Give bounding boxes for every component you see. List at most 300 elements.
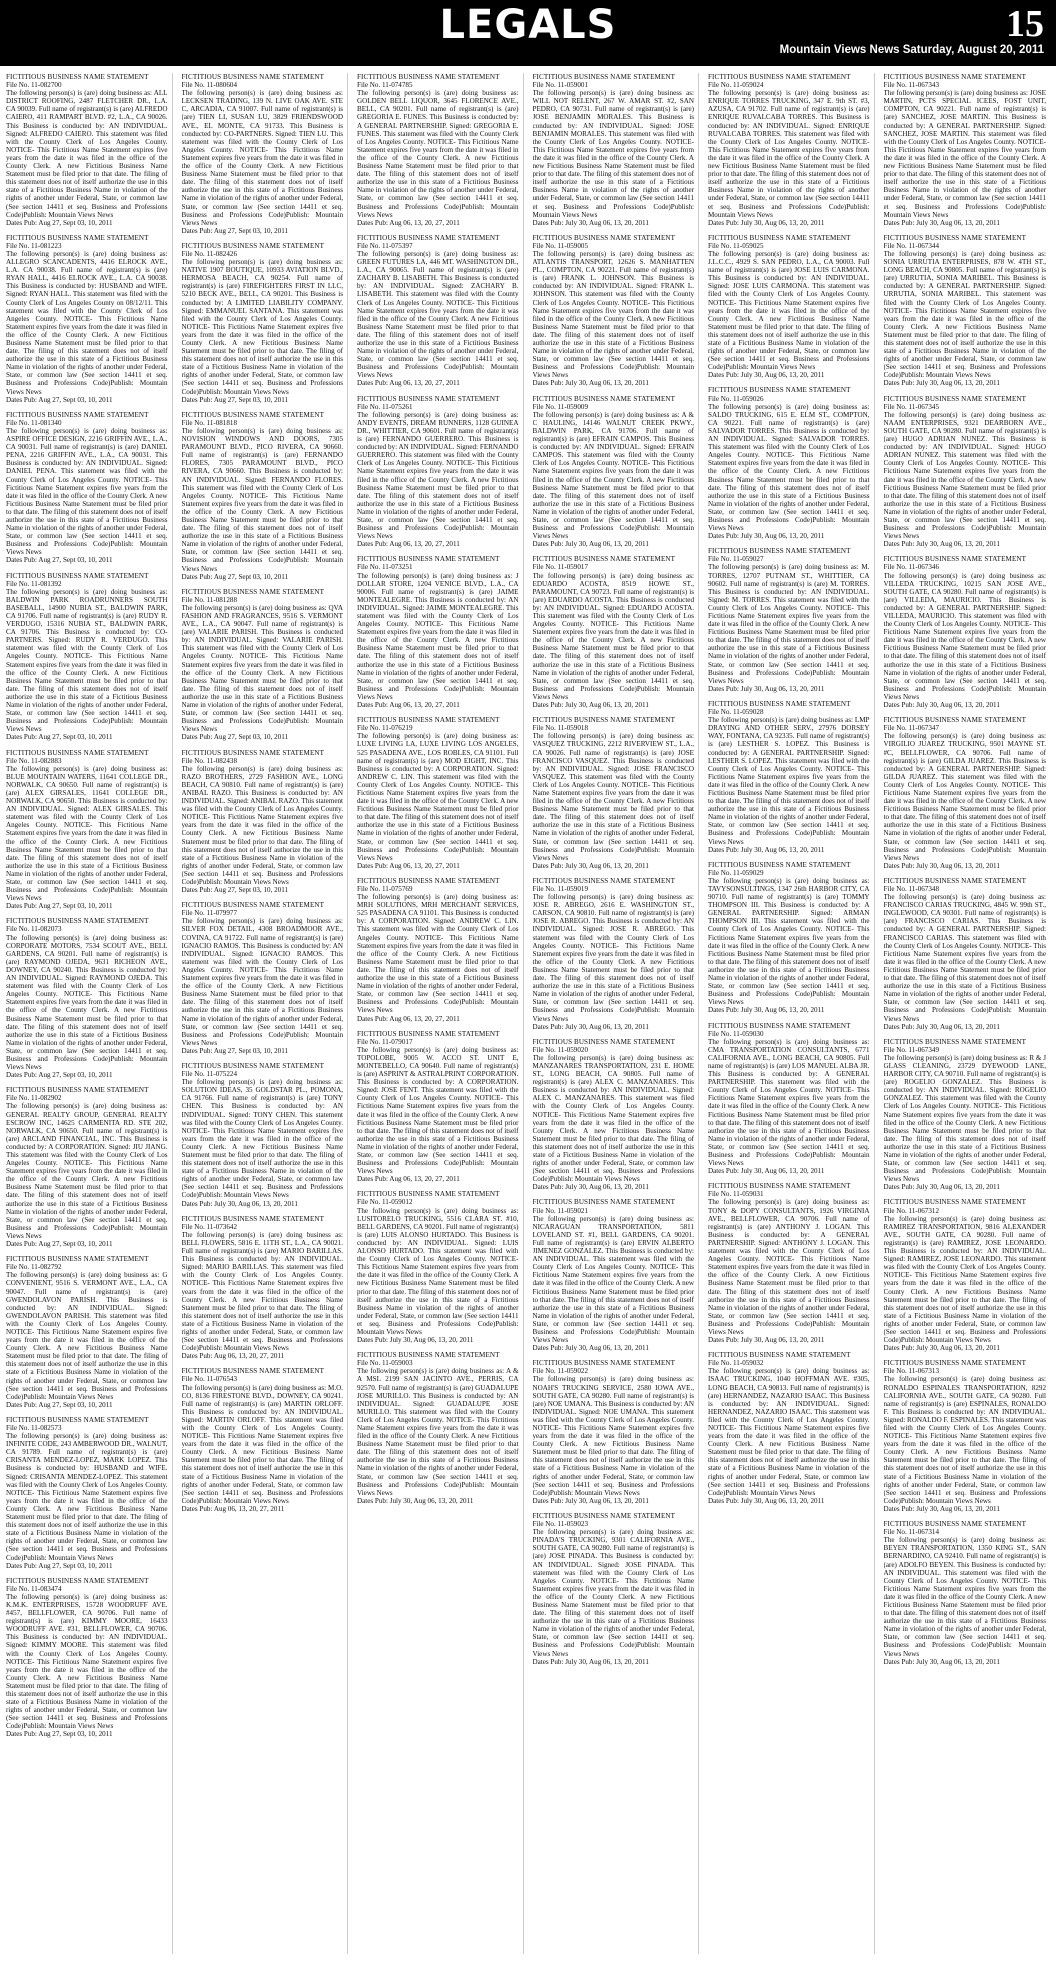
notice-boilerplate: This statement was filed with the County Clerk of Los Angeles County. NOTICE- This Fictitious Name Statement expires five years from the date it was filed in the office of the County Clerk. A new Fictitious Business Name Statement must be filed prior to that date. The filing of this statement does not of itself authorize the use in this state of a Fictitious Business Name in violation of the rights of another under Federal, State, or common law (See section 14411 et seq. Business and Professions Code)Publish: Mountain Views News (6, 1641, 168, 1731)
notice-body: The following person(s) is (are) doing business as: WILL NOT RELENT, 267 W. AMAR ST. #2, SAN PEDRO, CA 90731. Full name of registrant(s) is (are) JOSE BENJAMIN MORALES. This Business is conducted by: AN INDIVIDUAL. Signed: JOSE BENJAMIN MORALES. (532, 89, 694, 138)
notice-body: The following person(s) is (are) doing business as: A & C HAULING, 14146 WALNUT CREEK PKWY., BALDWIN PARK, CA 91706. Full name of registrant(s) is (are) EFRAIN CAMPOS. This Business is conducted by: AN INDIVIDUAL. Signed: EFRAIN CAMPOS. (532, 410, 694, 460)
notice-file-number: File No. 11-079977 (181, 909, 237, 918)
notice-heading: FICTITIOUS BUSINESS NAME STATEMENT (357, 233, 500, 242)
notice-heading: FICTITIOUS BUSINESS NAME STATEMENT (181, 587, 325, 596)
notice-boilerplate: This statement was filed with the County Clerk of Los Angeles County. NOTICE- This Fictitious Name Statement expires five years from the date it was filed in the office of the County Clerk. A new Fictitious Business Name Statement must be filed prior to that date. The filing of this statement does not of itself authorize the use in this state of a Fictitious Business Name in violation of the rights of another under Federal, State, or common law (See section 14411 et seq. Business and Professions Code)Publish: Mountain Views News (708, 917, 870, 1007)
legal-notice (6, 1086, 168, 1248)
legal-notice (357, 555, 519, 709)
legal-notice (357, 234, 519, 388)
notice-heading: FICTITIOUS BUSINESS NAME STATEMENT (532, 1037, 676, 1046)
notice-boilerplate: This statement was filed with the County Clerk of Los Angeles County. NOTICE- This Fictitious Name Statement expires five years from the date it was filed in the office of the County Clerk. A new Fictitious Business Name Statement must be filed prior to that date. The filing of this statement does not of itself authorize the use in this state of a Fictitious Business Name in violation of the rights of another under Federal, State, or common law (See section 14411 et seq. Business and Professions Code)Publish: Mountain Views News (6, 636, 168, 734)
notice-boilerplate: This statement was filed with the County Clerk of Los Angeles County. NOTICE- This Fictitious Name Statement expires five years from the date it was filed in the office of the County Clerk. A new Fictitious Business Name Statement must be filed prior to that date. The filing of this statement does not of itself authorize the use in this state of a Fictitious Business Name in violation of the rights of another under Federal, State, or common law (See section 14411 et seq. Business and Professions Code)Publish: Mountain Views News (708, 129, 870, 219)
notice-body: The following person(s) is (are) doing business as: A & A MSL 2199 SAN JACINTO AVE., PERRIS, CA 92570. Full name of registrant(s) is (are) GUADALUPE JOSE MURILLO. This Business is conducted by: AN INDIVIDUAL. Signed: GUADALUPE JOSE MURILLO. (357, 1367, 519, 1416)
notice-file-number: File No. 11-059030 (708, 1029, 764, 1038)
legal-notice (357, 1190, 519, 1344)
notice-publish-dates: Dates Pub: July 30, Aug 06, 13, 20, 2011 (883, 540, 1000, 549)
notice-body: The following person(s) is (are) doing business as: K.M.K. ENTERPRISES, 15728 WOODRUFF AVE. #457, BELLFLOWER, CA 90706. Full name of registrant(s) is (are) KIMMY MOORE, 16433 WOODRUFF AVE. #31, BELLFLOWER, CA 90706. This Business is conducted by: AN INDIVIDUAL. Signed: KIMMY MOORE. (6, 1592, 168, 1650)
notice-publish-dates: Dates Pub: Aug 06, 13, 20, 27, 2011 (357, 1175, 460, 1184)
notice-heading: FICTITIOUS BUSINESS NAME STATEMENT (357, 73, 500, 81)
notice-boilerplate: This statement was filed with the County Clerk of Los Angeles County. NOTICE- This Fictitious Name Statement expires five years from the date it was filed in the office of the County Clerk. A new Fictitious Business Name Statement must be filed prior to that date. The filing of this statement does not of itself authorize the use in this state of a Fictitious Business Name in violation of the rights of another under Federal, State, or common law (See section 14411 et seq. Business and Professions Code)Publish: Mountain Views News (357, 603, 519, 701)
notice-body: The following person(s) is (are) doing business as: TAVYSONSULTINGS, 1347 26th HARBOR CITY, CA 90710. Full name of registrant(s) is (are) TOMMY THOMPSON III. This Business is conducted by: A GENERAL PARTNERSHIP. Signed: ARMAN THOMPSON III. (708, 876, 870, 926)
notice-publish-dates: Dates Pub: July 30, Aug 06, 13, 20, 2011 (708, 684, 825, 693)
legal-notice (182, 411, 344, 581)
legal-notice (182, 749, 344, 895)
notice-boilerplate: This statement was filed with the County Clerk of Los Angeles County. NOTICE- This Fictitious Name Statement expires five years from the date it was filed in the office of the County Clerk. A new Fictitious Business Name Statement must be filed prior to that date. The filing of this statement does not of itself authorize the use in this state of a Fictitious Business Name in violation of the rights of another under Federal, State, or common law (See section 14411 et seq. Business and Professions Code)Publish: Mountain Views News (708, 756, 870, 846)
notice-boilerplate: This statement was filed with the County Clerk of Los Angeles County. NOTICE- This Fictitious Name Statement expires five years from the date it was filed in the office of the County Clerk. A new Fictitious Business Name Statement must be filed prior to that date. The filing of this statement does not of itself authorize the use in this state of a Fictitious Business Name in violation of the rights of another under Federal, State, or common law (See section 14411 et seq. Business and Professions Code)Publish: Mountain Views News (357, 129, 519, 219)
notice-heading: FICTITIOUS BUSINESS NAME STATEMENT (181, 241, 325, 250)
legal-notice (884, 73, 1047, 227)
notice-body: The following person(s) is (are) doing business as: CMA TRANSPORTATION CONSULTANTS, 6771 CALIFORNIA AVE., LONG BEACH, CA 90805. Full name of registrant(s) is (are) LOS MANUEL ALBA JR. This Business is conducted by: A GENERAL PARTNERSHIP. (708, 1037, 870, 1087)
notice-boilerplate: This statement was filed with the County Clerk of Los Angeles County. NOTICE- This Fictitious Name Statement expires five years from the date it was filed in the office of the County Clerk. A new Fictitious Business Name Statement must be filed prior to that date. The filing of this statement does not of itself authorize the use in this state of a Fictitious Business Name in violation of the rights of another under Federal, State, or common law (See section 14411 et seq. Business and Professions Code)Publish: Mountain Views News (357, 772, 519, 862)
legal-notice (533, 1512, 695, 1666)
notice-boilerplate: This statement was filed with the County Clerk of Los Angeles County. NOTICE- This Fictitious Name Statement expires five years from the date it was filed in the office of the County Clerk. A new Fictitious Business Name Statement must be filed prior to that date. The filing of this statement does not of itself authorize the use in this state of a Fictitious Business Name in violation of the rights of another under Federal, State, or common law (See section 14411 et seq. Business and Professions Code)Publish: Mountain Views News (532, 1094, 694, 1184)
notice-column (708, 73, 875, 1954)
legal-notice (6, 1255, 168, 1409)
notice-publish-dates: Dates Pub: Aug 06, 13, 20, 27, 2011 (357, 218, 460, 227)
notice-column (182, 73, 349, 1954)
notice-heading: FICTITIOUS BUSINESS NAME STATEMENT (708, 699, 851, 708)
notice-file-number: File No. 11-067349 (883, 1045, 939, 1054)
notice-heading: FICTITIOUS BUSINESS NAME STATEMENT (883, 1198, 1027, 1207)
notice-heading: FICTITIOUS BUSINESS NAME STATEMENT (708, 1182, 851, 1191)
notice-publish-dates: Dates Pub: Aug 27, Sept 03, 10, 2011 (6, 1071, 113, 1080)
notice-publish-dates: Dates Pub: Aug 27, Sept 03, 10, 2011 (181, 226, 289, 235)
section-title: LEGALS (439, 2, 617, 48)
notice-file-number: File No. 11-083474 (6, 1584, 62, 1593)
notice-file-number: File No. 11-059026 (708, 394, 764, 403)
notice-boilerplate: This statement was filed with the County Clerk of Los Angeles County. NOTICE- This Fictitious Name Statement expires five years from the date it was filed in the office of the County Clerk. A new Fictitious Business Name Statement must be filed prior to that date. The filing of this statement does not of itself authorize the use in this state of a Fictitious Business Name in violation of the rights of another under Federal, State, or common law (See section 14411 et seq. Business and Professions Code)Publish: Mountain Views News (6, 1311, 168, 1401)
notice-body: The following person(s) is (are) doing business as: LECKSEN TRADING, 139 N. LIVE OAK AVE. STE C, ARCADIA, CA 91007. Full name of registrant(s) is (are) TIEN LI, SUSAN LU, 3829 FRIENDSWOOD AVE., EL MONTE, CA 91733. This Business is conducted by: CO-PARTNERS. Signed: TIEN LU. (181, 89, 343, 138)
legal-notice (533, 73, 695, 227)
notice-publish-dates: Dates Pub: Aug 06, 13, 20, 27, 2011 (357, 379, 460, 388)
notice-boilerplate: This statement was filed with the County Clerk of Los Angeles County. NOTICE- This Fictitious Name Statement expires five years from the date it was filed in the office of the County Clerk. A new Fictitious Business Name Statement must be filed prior to that date. The filing of this statement does not of itself authorize the use in this state of a Fictitious Business Name in violation of the rights of another under Federal, State, or common law (See section 14411 et seq. Business and Professions Code)Publish: Mountain Views News (708, 1407, 870, 1497)
notice-publish-dates: Dates Pub: Aug 27, Sept 03, 10, 2011 (6, 1730, 113, 1739)
notice-body: The following person(s) is (are) doing business as: G CONVENIENT, 9516 S. VERMONT AVE., L.A., CA 90047. Full name of registrant(s) is (are) GWENDOLAVON PARISH. This Business is conducted by: AN INDIVIDUAL. Signed: GWENDOLAVON PARISH. (6, 1271, 168, 1320)
notice-file-number: File No. 11-059032 (708, 1359, 764, 1368)
notice-body: The following person(s) is (are) doing business as: ENRIQUE TORRES TRUCKING, 347 E. 9th ST. #3, AZUSA, CA 91702. Full name of registrant(s) is (are) ENRIQUE RUVALCABA TORRES. This Business is conducted by: AN INDIVIDUAL. Signed: ENRIQUE RUVALCABA TORRES. (708, 89, 870, 138)
notice-publish-dates: Dates Pub: Aug 27, Sept 03, 10, 2011 (181, 733, 289, 742)
notice-file-number: File No. 11-074785 (357, 81, 413, 90)
legal-notice (884, 877, 1047, 1031)
notice-boilerplate: This statement was filed with the County Clerk of Los Angeles County. NOTICE- This Fictitious Name Statement expires five years from the date it was filed in the office of the County Clerk. A new Fictitious Business Name Statement must be filed prior to that date. The filing of this statement does not of itself authorize the use in this state of a Fictitious Business Name in violation of the rights of another under Federal, State, or common law (See section 14411 et seq. Business and Professions Code)Publish: Mountain Views News (181, 306, 343, 396)
notice-boilerplate: This statement was filed with the County Clerk of Los Angeles County. NOTICE- This Fictitious Name Statement expires five years from the date it was filed in the office of the County Clerk. A new Fictitious Business Name Statement must be filed prior to that date. The filing of this statement does not of itself authorize the use in this state of a Fictitious Business Name in violation of the rights of another under Federal, State, or common law (See section 14411 et seq. Business and Professions Code)Publish: Mountain Views News (6, 974, 168, 1072)
notice-publish-dates: Dates Pub: Aug 27, Sept 03, 10, 2011 (181, 572, 289, 581)
notice-file-number: File No. 11-081223 (6, 241, 62, 250)
notice-publish-dates: Dates Pub: Aug 06, 13, 20, 27, 2011 (357, 861, 460, 870)
notice-column (533, 73, 700, 1954)
notice-publish-dates: Dates Pub: July 30, Aug 06, 13, 20, 2011 (708, 845, 825, 854)
notice-heading: FICTITIOUS BUSINESS NAME STATEMENT (883, 1520, 1027, 1529)
notice-file-number: File No. 11-082426 (181, 249, 237, 258)
notice-file-number: File No. 11-059029 (708, 868, 764, 877)
legal-notice (884, 1038, 1047, 1192)
notice-body: The following person(s) is (are) doing business as: TONY & DOPY CONSULTANTS, 1926 VIRGINIA AVE., BELLFLOWER, CA 90706. Full name of registrant(s) is (are) ANTHONY J. LOGAN. This Business is conducted by: A GENERAL PARTNERSHIP. Signed: ANTHONY J. LOGAN. (708, 1198, 870, 1247)
notice-body: The following person(s) is (are) doing business as: LUXE LIVING LA, LUXE LIVING LOS ANGELES, 525 PASADENA AVE., LOS ROBLES, CA 91101. Full name of registrant(s) is (are) MOD EIGHT, INC. This Business is conducted by: A CORPORATION. Signed: ANDREW C. LIN. (357, 732, 519, 781)
notice-publish-dates: Dates Pub: July 30, Aug 06, 13, 20, 2011 (532, 861, 649, 870)
notice-body: The following person(s) is (are) doing business as: ATLANTIS TRANSPORT, 12626 S. MANHATTEN PL., COMPTON, CA 90221. Full name of registrant(s) is (are) FRANK L. JOHNSON. This Business is conducted by: AN INDIVIDUAL. Signed: FRANK L. JOHNSON. (532, 249, 694, 299)
notice-file-number: File No. 11-067348 (883, 885, 939, 893)
notice-file-number: File No. 11-082902 (6, 1094, 62, 1103)
notice-file-number: File No. 11-075397 (357, 241, 413, 250)
notice-publish-dates: Dates Pub: July 30, Aug 06, 13, 20, 2011 (708, 1006, 825, 1015)
notice-heading: FICTITIOUS BUSINESS NAME STATEMENT (357, 1029, 500, 1038)
notice-body: The following person(s) is (are) doing business as: M.O. CO, 8136 FIRESTONE BLVD., DOWNEY, CA 90241. Full name of registrant(s) is (are) MARTIN ORLOFF. This Business is conducted by: AN INDIVIDUAL. Signed: MARTIN ORLOFF. (181, 1383, 343, 1424)
notice-body: The following person(s) is (are) doing business as: BELL FLOWERS, 5816 E. 11TH ST., L.A., CA 90021. Full name of registrant(s) is (are) MARIO BARILLAS. This Business is conducted by: AN INDIVIDUAL. Signed: MARIO BARILLAS. (181, 1230, 343, 1272)
legal-notice (533, 877, 695, 1031)
notice-heading: FICTITIOUS BUSINESS NAME STATEMENT (532, 1198, 676, 1207)
notice-boilerplate: This statement was filed with the County Clerk of Los Angeles County. NOTICE- This Fictitious Name Statement expires five years from the date it was filed in the office of the County Clerk. A new Fictitious Business Name Statement must be filed prior to that date. The filing of this statement does not of itself authorize the use in this state of a Fictitious Business Name in violation of the rights of another under Federal, State, or common law (See section 14411 et seq. Business and Professions Code)Publish: Mountain Views News (357, 451, 519, 541)
legal-notice (6, 234, 168, 404)
notice-file-number: File No. 11-059027 (708, 555, 764, 564)
notice-file-number: File No. 11-059019 (532, 885, 588, 893)
notice-boilerplate: This statement was filed with the County Clerk of Los Angeles County. NOTICE- This Fictitious Name Statement expires five years from the date it was filed in the office of the County Clerk. A new Fictitious Business Name Statement must be filed prior to that date. The filing of this statement does not of itself authorize the use in this state of a Fictitious Business Name in violation of the rights of another under Federal, State, or common law (See section 14411 et seq. Business and Professions Code)Publish: Mountain Views News (181, 797, 343, 886)
legal-notice (6, 73, 168, 227)
notice-publish-dates: Dates Pub: Aug 06, 13, 20, 27, 2011 (181, 1352, 285, 1361)
notice-publish-dates: Dates Pub: July 30, Aug 06, 13, 20, 2011 (883, 379, 1000, 388)
notice-body: The following person(s) is (are) doing business as: EDUARDO ACOSTA, 8519 HOWE ST., PARAMOUNT, CA 90723. Full name of registrant(s) is (are) EDUARDO ACOSTA. This Business is conducted by: AN INDIVIDUAL. Signed: EDUARDO ACOSTA. (532, 571, 694, 612)
legal-notice (884, 555, 1047, 709)
notice-publish-dates: Dates Pub: July 30, Aug 06, 13, 20, 2011 (883, 1657, 1000, 1666)
notice-boilerplate: This statement was filed with the County Clerk of Los Angeles County. NOTICE- This Fictitious Name Statement expires five years from the date it was filed in the office of the County Clerk. A new Fictitious Business Name Statement must be filed prior to that date. The filing of this statement does not of itself authorize the use in this state of a Fictitious Business Name in violation of the rights of another under Federal, State, or common law (See section 14411 et seq. Business and Professions Code)Publish: Mountain Views News (6, 805, 168, 903)
notice-file-number: File No. 11-080604 (181, 81, 237, 90)
notice-heading: FICTITIOUS BUSINESS NAME STATEMENT (6, 571, 149, 580)
notice-file-number: File No. 11-082438 (181, 756, 237, 765)
legal-notice (182, 1367, 344, 1513)
notice-publish-dates: Dates Pub: Aug 27, Sept 03, 10, 2011 (181, 886, 289, 895)
notice-file-number: File No. 11-082073 (6, 925, 62, 934)
notice-file-number: File No. 11-067344 (883, 241, 939, 250)
notice-publish-dates: Dates Pub: July 30, Aug 06, 13, 20, 2011 (708, 371, 825, 380)
notice-boilerplate: This statement was filed with the County Clerk of Los Angeles County. NOTICE- This Fictitious Name Statement expires five years from the date it was filed in the office of the County Clerk. A new Fictitious Business Name Statement must be filed prior to that date. The filing of this statement does not of itself authorize the use in this state of a Fictitious Business Name in violation of the rights of another under Federal, State, or common law (See section 14411 et seq. Business and Professions Code)Publish: Mountain Views News (181, 129, 343, 227)
notice-publish-dates: Dates Pub: July 30, Aug 06, 13, 20, 2011 (883, 701, 1000, 710)
notice-publish-dates: Dates Pub: Aug 06, 13, 20, 27, 2011 (357, 540, 460, 549)
notice-file-number: File No. 11-081818 (181, 418, 237, 427)
legal-notice (182, 901, 344, 1055)
notice-heading: FICTITIOUS BUSINESS NAME STATEMENT (357, 1190, 500, 1199)
notice-body: The following person(s) is (are) doing business as: BLUE MOUNTAIN WATERS, 11641 COLLEGE DR., NORWALK, CA 90650. Full name of registrant(s) is (are) ALEX GIRSALES, 11641 COLLEGE DR., NORWALK, CA 90650. This Business is conducted by: AN INDIVIDUAL. Signed: ALEX GIRSALES. (6, 764, 168, 814)
notice-heading: FICTITIOUS BUSINESS NAME STATEMENT (883, 1359, 1027, 1368)
notice-publish-dates: Dates Pub: July 30, Aug 06, 13, 20, 2011 (532, 1183, 649, 1192)
notice-boilerplate: This statement was filed with the County Clerk of Los Angeles County. NOTICE- This Fictitious Name Statement expires five years from the date it was filed in the office of the County Clerk. A new Fictitious Business Name Statement must be filed prior to that date. The filing of this statement does not of itself authorize the use in this state of a Fictitious Business Name in violation of the rights of another under Federal, State, or common law (See section 14411 et seq. Business and Professions Code)Publish: Mountain Views News (6, 1472, 168, 1562)
notice-boilerplate: This statement was filed with the County Clerk of Los Angeles County. NOTICE- This Fictitious Name Statement expires five years from the date it was filed in the office of the County Clerk. A new Fictitious Business Name Statement must be filed prior to that date. The filing of this statement does not of itself authorize the use in this state of a Fictitious Business Name in violation of the rights of another under Federal, State, or common law (See section 14411 et seq. Business and Professions Code)Publish: Mountain Views News (357, 290, 519, 380)
notice-boilerplate: This statement was filed with the County Clerk of Los Angeles County. NOTICE- This Fictitious Name Statement expires five years from the date it was filed in the office of the County Clerk. A new Fictitious Business Name Statement must be filed prior to that date. The filing of this statement does not of itself authorize the use in this state of a Fictitious Business Name in violation of the rights of another under Federal, State, or common law (See section 14411 et seq. Business and Professions Code)Publish: Mountain Views News (6, 129, 168, 219)
notice-heading: FICTITIOUS BUSINESS NAME STATEMENT (181, 1367, 325, 1376)
notice-body: The following person(s) is (are) doing business as: ALLEGRO SCANCADENTS, 4416 ELROCK AVE., L.A. CA 90038. Full name of registrant(s) is (are) RYAN HALL, 4416 ELROCK AVE., L.A. CA 90038. This Business is conducted by: HUSBAND and WIFE. Signed: RYAN HALL. This statement was filed with the County Clerk of Los Angeles County on 08/12/11. (6, 249, 168, 307)
notice-file-number: File No. 11-073642 (181, 1222, 237, 1231)
notice-publish-dates: Dates Pub: Aug 27, Sept 03, 10, 2011 (6, 218, 113, 227)
notice-heading: FICTITIOUS BUSINESS NAME STATEMENT (532, 1511, 676, 1520)
notice-boilerplate: This statement was filed with the County Clerk of Los Angeles County. NOTICE- This Fictitious Name Statement expires five years from the date it was filed in the office of the County Clerk. A new Fictitious Business Name Statement must be filed prior to that date. The filing of this statement does not of itself authorize the use in this state of a Fictitious Business Name in violation of the rights of another under Federal, State, or common law (See section 14411 et seq. Business and Professions Code)Publish: Mountain Views News (181, 949, 343, 1047)
notice-boilerplate: This statement was filed with the County Clerk of Los Angeles County. NOTICE- This Fictitious Name Statement expires five years from the date it was filed in the office of the County Clerk. A new Fictitious Business Name Statement must be filed prior to that date. The filing of this statement does not of itself authorize the use in this state of a Fictitious Business Name in violation of the rights of another under Federal, State, or common law (See section 14411 et seq. Business and Professions Code)Publish: Mountain Views News (883, 451, 1046, 541)
notice-boilerplate: This statement was filed with the County Clerk of Los Angeles County. NOTICE- This Fictitious Name Statement expires five years from the date it was filed in the office of the County Clerk. A new Fictitious Business Name Statement must be filed prior to that date. The filing of this statement does not of itself authorize the use in this state of a Fictitious Business Name in violation of the rights of another under Federal, State, or common law (See section 14411 et seq. Business and Professions Code)Publish: Mountain Views News (357, 1086, 519, 1176)
notice-file-number: File No. 11-059025 (708, 241, 764, 250)
notice-publish-dates: Dates Pub: July 30, Aug 06, 13, 20, 2011 (708, 1496, 825, 1505)
notice-boilerplate: This statement was filed with the County Clerk of Los Angeles County. NOTICE- This Fictitious Name Statement expires five years from the date it was filed in the office of the County Clerk. A new Fictitious Business Name Statement must be filed prior to that date. The filing of this statement does not of itself authorize the use in this state of a Fictitious Business Name in violation of the rights of another under Federal, State, or common law (See section 14411 et seq. Business and Professions Code)Publish: Mountain Views News (708, 1078, 870, 1168)
notice-publish-dates: Dates Pub: Aug 27, Sept 03, 10, 2011 (6, 1400, 113, 1409)
notice-body: The following person(s) is (are) doing business as: RAZO BROTHERS, 2729 FASHION AVE., LONG BEACH, CA 90810. Full name of registrant(s) is (are) ANIBAL RAZO. This Business is conducted by: AN INDIVIDUAL. Signed: ANIBAL RAZO. (181, 764, 343, 806)
notice-publish-dates: Dates Pub: July 30, Aug 06, 13, 20, 2011 (883, 1022, 1000, 1031)
notice-publish-dates: Dates Pub: Aug 27, Sept 03, 10, 2011 (6, 1561, 113, 1570)
notice-publish-dates: Dates Pub: July 30, Aug 06, 13, 20, 2011 (883, 861, 1000, 870)
notice-body: The following person(s) is (are) doing business as: MANZANARES TRANSPORTATION, 231 E. HOME ST., LONG BEACH, CA 90805. Full name of registrant(s) is (are) ALEX C. MANZANARES. This Business is conducted by: AN INDIVIDUAL. Signed: ALEX C. MANZANARES. (532, 1053, 694, 1103)
notice-boilerplate: This statement was filed with the County Clerk of Los Angeles County. NOTICE- This Fictitious Name Statement expires five years from the date it was filed in the office of the County Clerk. A new Fictitious Business Name Statement must be filed prior to that date. The filing of this statement does not of itself authorize the use in this state of a Fictitious Business Name in violation of the rights of another under Federal, State, or common law (See section 14411 et seq. Business and Professions Code)Publish: Mountain Views News (181, 483, 343, 573)
notice-body: The following person(s) is (are) doing business as: GOLDEN BELL LIQUOR, 3645 FLORENCE AVE., BELL, CA 90201. Full name of registrant(s) is (are) GREGORIA E. FUNES. This Business is conducted by: A GENERAL PARTNERSHIP. Signed: GREGORIA E. FUNES. (357, 89, 519, 138)
notice-heading: FICTITIOUS BUSINESS NAME STATEMENT (181, 901, 325, 910)
notice-heading: FICTITIOUS BUSINESS NAME STATEMENT (357, 716, 500, 725)
notice-heading: FICTITIOUS BUSINESS NAME STATEMENT (532, 716, 676, 725)
notice-boilerplate: This statement was filed with the County Clerk of Los Angeles County. NOTICE- This Fictitious Name Statement expires five years from the date it was filed in the office of the County Clerk. A new Fictitious Business Name Statement must be filed prior to that date. The filing of this statement does not of itself authorize the use in this state of a Fictitious Business Name in violation of the rights of another under Federal, State, or common law (See section 14411 et seq. Business and Professions Code)Publish: Mountain Views News (357, 1247, 519, 1336)
notice-file-number: File No. 11-059021 (532, 1206, 588, 1215)
legal-notice (533, 716, 695, 870)
notice-heading: FICTITIOUS BUSINESS NAME STATEMENT (708, 386, 851, 395)
notice-boilerplate: This statement was filed with the County Clerk of Los Angeles County. NOTICE- This Fictitious Name Statement expires five years from the date it was filed in the office of the County Clerk. A new Fictitious Business Name Statement must be filed prior to that date. The filing of this statement does not of itself authorize the use in this state of a Fictitious Business Name in violation of the rights of another under Federal, State, or common law (See section 14411 et seq. Business and Professions Code)Publish: Mountain Views News (532, 1255, 694, 1345)
notice-heading: FICTITIOUS BUSINESS NAME STATEMENT (181, 73, 325, 81)
notice-file-number: File No. 11-075224 (181, 1070, 237, 1079)
notice-file-number: File No. 11-081340 (6, 418, 62, 427)
notice-file-number: File No. 11-059012 (357, 1198, 413, 1207)
notice-boilerplate: This statement was filed with the County Clerk of Los Angeles County. NOTICE- This Fictitious Name Statement expires five years from the date it was filed in the office of the County Clerk. A new Fictitious Business Name Statement must be filed prior to that date. The filing of this statement does not of itself authorize the use in this state of a Fictitious Business Name in violation of the rights of another under Federal, State, or common law (See section 14411 et seq. Business and Professions Code)Publish: Mountain Views News (181, 644, 343, 734)
notice-file-number: File No. 11-067347 (883, 724, 939, 733)
notice-heading: FICTITIOUS BUSINESS NAME STATEMENT (181, 1214, 325, 1223)
notice-body: The following person(s) is (are) doing business as: ANDY EVENTS, DREAM RUNNERS, 1128 GUINEA DR., WHITTIER, CA 90601. Full name of registrant(s) is (are) FERNANDO GUERRERO. This Business is conducted by: AN INDIVIDUAL. Signed: FERNANDO GUERRERO. (357, 410, 519, 460)
notice-file-number: File No. 11-059018 (532, 724, 588, 733)
notice-file-number: File No. 11-059005 (532, 241, 588, 250)
notice-publish-dates: Dates Pub: July 30, Aug 06, 13, 20, 2011 (532, 1496, 649, 1505)
legal-notice (708, 73, 870, 227)
notice-file-number: File No. 11-059024 (708, 81, 764, 90)
notice-boilerplate: This statement was filed with the County Clerk of Los Angeles County. NOTICE- This Fictitious Name Statement expires five years from the date it was filed in the office of the County Clerk. A new Fictitious Business Name Statement must be filed prior to that date. The filing of this statement does not of itself authorize the use in this state of a Fictitious Business Name in violation of the rights of another under Federal, State, or common law (See section 14411 et seq. Business and Professions Code)Publish: Mountain Views News (883, 1255, 1047, 1345)
notice-boilerplate: This statement was filed with the County Clerk of Los Angeles County. NOTICE- This Fictitious Name Statement expires five years from the date it was filed in the office of the County Clerk. A new Fictitious Business Name Statement must be filed prior to that date. The filing of this statement does not of itself authorize the use in this state of a Fictitious Business Name in violation of the rights of another under Federal, State, or common law (See section 14411 et seq. Business and Professions Code)Publish: Mountain Views News (883, 612, 1046, 701)
notice-boilerplate: This statement was filed with the County Clerk of Los Angeles County. NOTICE- This Fictitious Name Statement expires five years from the date it was filed in the office of the County Clerk. A new Fictitious Business Name Statement must be filed prior to that date. The filing of this statement does not of itself authorize the use in this state of a Fictitious Business Name in violation of the rights of another under Federal, State, or common law (See section 14411 et seq. Business and Professions Code)Publish: Mountain Views News (181, 1263, 343, 1353)
legal-notice (182, 1062, 344, 1208)
notice-body: The following person(s) is (are) doing business as: ISAAC TRUCKING, 1040 HOFFMAN AVE. #305, LONG BEACH, CA 90813. Full name of registrant(s) is (are) HERNANDEZ, NAZARIO ISAAC. This Business is conducted by: AN INDIVIDUAL. Signed: HERNANDEZ, NAZARIO ISAAC. (708, 1367, 870, 1416)
legal-notice (533, 1038, 695, 1192)
notice-body: The following person(s) is (are) doing business as: SILVER FOX DETAIL, 4308 BROADMOOR AVE., COVINA, CA 91722. Full name of registrant(s) is (are) IGNACIO RAMOS. This Business is conducted by: AN INDIVIDUAL. Signed: IGNACIO RAMOS. (181, 917, 343, 958)
notice-heading: FICTITIOUS BUSINESS NAME STATEMENT (532, 876, 676, 885)
notice-publish-dates: Dates Pub: July 30, Aug 06, 13, 20, 2011 (357, 1496, 474, 1505)
notice-body: The following person(s) is (are) doing business as: ALL DISTRICT ROOFING, 2487 FLETCHER DR., L.A. CA 90039. Full name of registrant(s) is (are) ALFREDO CAIERO, 411 RAMPART BLVD. #2, L.A., CA 90026. This Business is conducted by: AN INDIVIDUAL. Signed: ALFREDO CAIERO. (6, 89, 168, 138)
notice-file-number: File No. 11-075769 (357, 885, 413, 893)
notice-publish-dates: Dates Pub: July 30, Aug 06, 13, 20, 2011 (532, 1344, 649, 1353)
legal-notice (533, 555, 695, 709)
notice-boilerplate: This statement was filed with the County Clerk of Los Angeles County. NOTICE- This Fictitious Name Statement expires five years from the date it was filed in the office of the County Clerk. A new Fictitious Business Name Statement must be filed prior to that date. The filing of this statement does not of itself authorize the use in this state of a Fictitious Business Name in violation of the rights of another under Federal, State, or common law (See section 14411 et seq. Business and Professions Code)Publish: Mountain Views News (532, 772, 694, 862)
legal-notice (884, 395, 1047, 549)
legal-notice (533, 1198, 695, 1352)
notice-boilerplate: This statement was filed with the County Clerk of Los Angeles County. NOTICE- This Fictitious Name Statement expires five years from the date it was filed in the office of the County Clerk. A new Fictitious Business Name Statement must be filed prior to that date. The filing of this statement does not of itself authorize the use in this state of a Fictitious Business Name in violation of the rights of another under Federal, State, or common law (See section 14411 et seq. Business and Professions Code)Publish: Mountain Views News (708, 282, 870, 372)
notice-heading: FICTITIOUS BUSINESS NAME STATEMENT (883, 394, 1027, 403)
notice-heading: FICTITIOUS BUSINESS NAME STATEMENT (708, 233, 851, 242)
notice-heading: FICTITIOUS BUSINESS NAME STATEMENT (6, 1086, 149, 1095)
notice-body: The following person(s) is (are) doing business as: INFINITE CODE, 243 AMBERWOOD DR., WALNUT, CA 91789. Full name of registrant(s) is (are) CRISANTA MENDEZ-LOPEZ, MARK LOPEZ. This Business is conducted by: HUSBAND and WIFE. Signed: CRISANTA MENDEZ-LOPEZ. (6, 1432, 168, 1481)
legal-notice (6, 749, 168, 911)
notice-file-number: File No. 11-059028 (708, 708, 764, 717)
notice-heading: FICTITIOUS BUSINESS NAME STATEMENT (883, 555, 1027, 564)
notice-file-number: File No. 11-067314 (883, 1528, 939, 1537)
notice-file-number: File No. 11-067312 (883, 1206, 939, 1215)
notice-heading: FICTITIOUS BUSINESS NAME STATEMENT (883, 233, 1027, 242)
notice-boilerplate: This statement was filed with the County Clerk of Los Angeles County. NOTICE- This Fictitious Name Statement expires five years from the date it was filed in the office of the County Clerk. A new Fictitious Business Name Statement must be filed prior to that date. The filing of this statement does not of itself authorize the use in this state of a Fictitious Business Name in violation of the rights of another under Federal, State, or common law (See section 14411 et seq. Business and Professions Code)Publish: Mountain Views News (357, 925, 519, 1015)
notice-body: The following person(s) is (are) doing business as: ASPIRE OFFICE DESIGN, 2216 GRIFFIN AVE., L.A., CA 90031. Full name of registrant(s) is (are) DANIEL PENA, 2216 GRIFFIN AVE., L.A., CA 90031. This Business is conducted by: AN INDIVIDUAL. Signed: DANIEL PENA. (6, 426, 168, 476)
legal-notice (884, 1198, 1047, 1352)
notice-file-number: File No. 11-067343 (883, 81, 939, 90)
notice-heading: FICTITIOUS BUSINESS NAME STATEMENT (6, 748, 149, 757)
notice-heading: FICTITIOUS BUSINESS NAME STATEMENT (6, 233, 149, 242)
notice-body: The following person(s) is (are) doing business as: NOAH'S TRUCKING SERVICE, 2580 IOWA AVE., SOUTH GATE, CA 90280. Full name of registrant(s) is (are) NOE UMANA. This Business is conducted by: AN INDIVIDUAL. Signed: NOE UMANA. (532, 1375, 694, 1416)
notice-body: The following person(s) is (are) doing business as: CORPORATE MOTORS, 7534 SCOUT AVE., BELL GARDENS, CA 90201. Full name of registrant(s) is (are) RAYMOND OJEDA, 9631 RICHEON AVE., DOWNEY, CA 90240. This Business is conducted by: AN INDIVIDUAL. Signed: RAYMOND OJEDA. (6, 933, 168, 983)
notice-publish-dates: Dates Pub: July 30, Aug 06, 13, 20, 2011 (708, 1336, 825, 1345)
notice-body: The following person(s) is (are) doing business as: J.L.C.C., 4929 S. SAN PEDRO, L.A., CA 90003. Full name of registrant(s) is (are) JOSE LUIS CARMONA. This Business is conducted by: AN INDIVIDUAL. Signed: JOSE LUIS CARMONA. (708, 249, 870, 291)
notice-publish-dates: Dates Pub: Aug 27, Sept 03, 10, 2011 (181, 395, 289, 404)
notice-body: The following person(s) is (are) doing business as: M. TORRES, 12707 PUTNAM ST., WHITTIER, CA 90602. Full name of registrant(s) is (are) M. TORRES. This Business is conducted by: AN INDIVIDUAL. Signed: M. TORRES. (708, 563, 870, 604)
notice-file-number: File No. 11-059009 (532, 402, 588, 411)
legal-notice (6, 1577, 168, 1739)
notice-body: The following person(s) is (are) doing business as: NATIVE 1907 BOUTIQUE, 10933 AVIATION BLVD., HERMOSA BEACH, CA 90254. Full name of registrant(s) is (are) FIREFIGHTERS FIRST IN LLC, 5210 BECK AVE., BELL, CA 90201. This Business is conducted by: A LIMITED LIABILITY COMPANY. Signed: EMMANUEL SANTANA. (181, 258, 343, 315)
notice-boilerplate: This statement was filed with the County Clerk of Los Angeles County. NOTICE- This Fictitious Name Statement expires five years from the date it was filed in the office of the County Clerk. A new Fictitious Business Name Statement must be filed prior to that date. The filing of this statement does not of itself authorize the use in this state of a Fictitious Business Name in violation of the rights of another under Federal, State, or common law (See section 14411 et seq. Business and Professions Code)Publish: Mountain Views News (6, 1151, 168, 1240)
notice-heading: FICTITIOUS BUSINESS NAME STATEMENT (181, 410, 325, 419)
legal-notice (708, 700, 870, 854)
notice-file-number: File No. 11-059020 (532, 1045, 588, 1054)
notice-heading: FICTITIOUS BUSINESS NAME STATEMENT (532, 1359, 676, 1368)
notice-body: The following person(s) is (are) doing business as: QVA FASHION AND FRAGRANCES, 9516 S. VERMONT AVE., L.A., CA 90047. Full name of registrant(s) is (are) VALARIE PARISH. This Business is conducted by: AN INDIVIDUAL. Signed: VALARIE PARISH. (181, 603, 343, 645)
notice-heading: FICTITIOUS BUSINESS NAME STATEMENT (708, 860, 851, 869)
notice-publish-dates: Dates Pub: July 30, Aug 06, 13, 20, 2011 (708, 532, 825, 541)
legal-notice (6, 572, 168, 742)
notice-file-number: File No. 11-076543 (181, 1375, 237, 1384)
notice-boilerplate: This statement was filed with the County Clerk of Los Angeles County. NOTICE- This Fictitious Name Statement expires five years from the date it was filed in the office of the County Clerk. A new Fictitious Business Name Statement must be filed prior to that date. The filing of this statement does not of itself authorize the use in this state of a Fictitious Business Name in violation of the rights of another under Federal, State, or common law (See section 14411 et seq. Business and Professions Code)Publish: Mountain Views News (883, 1415, 1046, 1505)
legal-notice (533, 234, 695, 388)
notice-heading: FICTITIOUS BUSINESS NAME STATEMENT (883, 73, 1027, 81)
notice-heading: FICTITIOUS BUSINESS NAME STATEMENT (181, 748, 325, 757)
notice-body: The following person(s) is (are) doing business as: GENERAL REALTY GROUP, GENERAL REALTY ESCROW INC, 14625 CARMENITA RD. STE 202, NORWALK, CA 90650. Full name of registrant(s) is (are) ARCLAND FINANCIAL, INC. This Business is conducted by: A CORPORATION. Signed: JIU JIANG. (6, 1102, 168, 1151)
notice-heading: FICTITIOUS BUSINESS NAME STATEMENT (708, 1351, 851, 1360)
notice-file-number: File No. 11-059023 (532, 1520, 588, 1529)
notice-boilerplate: This statement was filed with the County Clerk of Los Angeles County. NOTICE- This Fictitious Name Statement expires five years from the date it was filed in the office of the County Clerk. A new Fictitious Business Name Statement must be filed prior to that date. The filing of this statement does not of itself authorize the use in this state of a Fictitious Business Name in violation of the rights of another under Federal, State, or common law (See section 14411 et seq. Business and Professions Code)Publish: Mountain Views News (181, 1415, 343, 1505)
notice-file-number: File No. 11-082573 (6, 1424, 62, 1432)
notice-body: The following person(s) is (are) doing business as: BEYEN TRANSPORTATION, 1350 KING ST., SAN BERNARDINO, CA 92410. Full name of registrant(s) is (are) ADOLFO BEYEN. This Business is conducted by: AN INDIVIDUAL. (883, 1536, 1046, 1577)
legal-notice (708, 1182, 870, 1344)
notice-publish-dates: Dates Pub: Aug 27, Sept 03, 10, 2011 (6, 1240, 113, 1249)
notice-boilerplate: This statement was filed with the County Clerk of Los Angeles County. NOTICE- This Fictitious Name Statement expires five years from the date it was filed in the office of the County Clerk. A new Fictitious Business Name Statement must be filed prior to that date. The filing of this statement does not of itself authorize the use in this state of a Fictitious Business Name in violation of the rights of another under Federal, State, or common law (See section 14411 et seq. Business and Professions Code)Publish: Mountain Views News (181, 1110, 343, 1200)
notice-publish-dates: Dates Pub: July 30, Aug 06, 13, 20, 2011 (532, 379, 649, 388)
notice-body: The following person(s) is (are) doing business as: J DOLLAR STORE, 1204 VENICE BLVD., L.A., CA 90006. Full name of registrant(s) is (are) JAIME MONTEALEGRE. This Business is conducted by: AN INDIVIDUAL. Signed: JAIME MONTEALEGRE. (357, 571, 519, 612)
notice-publish-dates: Dates Pub: July 30, Aug 06, 13, 20, 2011 (532, 1022, 649, 1031)
legal-notice (6, 1416, 168, 1570)
notice-boilerplate: This statement was filed with the County Clerk of Los Angeles County. NOTICE- This Fictitious Name Statement expires five years from the date it was filed in the office of the County Clerk. A new Fictitious Business Name Statement must be filed prior to that date. The filing of this statement does not of itself authorize the use in this state of a Fictitious Business Name in violation of the rights of another under Federal, State, or common law (See section 14411 et seq. Business and Professions Code)Publish: Mountain Views News (532, 925, 694, 1023)
notice-column (6, 73, 173, 1954)
notice-column (884, 73, 1051, 1954)
notice-publish-dates: Dates Pub: July 30, Aug 06, 13, 20, 2011 (532, 1657, 649, 1666)
legal-notice (6, 917, 168, 1079)
notice-heading: FICTITIOUS BUSINESS NAME STATEMENT (708, 1021, 851, 1030)
notice-boilerplate: This statement was filed with the County Clerk of Los Angeles County. NOTICE- This Fictitious Name Statement expires five years from the date it was filed in the office of the County Clerk. A new Fictitious Business Name Statement must be filed prior to that date. The filing of this statement does not of itself authorize the use in this state of a Fictitious Business Name in violation of the rights of another under Federal, State, or common law (See section 14411 et seq. Business and Professions Code)Publish: Mountain Views News (883, 129, 1046, 219)
notice-body: The following person(s) is (are) doing business as: LMP DRAYING AND OTHER SERV., 27976 DORSEY WAY, FONTANA, CA 92335. Full name of registrant(s) is (are) LESTHER S. LOPEZ. This Business is conducted by: A GENERAL PARTNERSHIP. Signed: LESTHER S. LOPEZ. (708, 716, 870, 765)
notice-publish-dates: Dates Pub: Aug 27, Sept 03, 10, 2011 (6, 733, 113, 742)
notice-heading: FICTITIOUS BUSINESS NAME STATEMENT (532, 233, 676, 242)
notice-file-number: File No. 11-059001 (532, 81, 588, 90)
legal-notice (357, 1351, 519, 1505)
notice-boilerplate: This statement was filed with the County Clerk of Los Angeles County. NOTICE- This Fictitious Name Statement expires five years from the date it was filed in the office of the County Clerk. A new Fictitious Business Name Statement must be filed prior to that date. The filing of this statement does not of itself authorize the use in this state of a Fictitious Business Name in violation of the rights of another under Federal, State, or common law (See section 14411 et seq. Business and Professions Code)Publish: Mountain Views News (883, 290, 1046, 380)
legal-notice (708, 234, 870, 380)
legal-notice (357, 716, 519, 870)
notice-publish-dates: Dates Pub: July 30, Aug 06, 13, 20, 2011 (883, 218, 1000, 227)
notice-body: The following person(s) is (are) doing business as: NAAM ENTERPRISES, 9321 DEARBORN AVE., SOUTH GATE, CA 90280. Full name of registrant(s) is (are) HUGO ADRIAN NUNEZ. This Business is conducted by: AN INDIVIDUAL. Signed: HUGO ADRIAN NUNEZ. (883, 410, 1046, 460)
notice-boilerplate: This statement was filed with the County Clerk of Los Angeles County. NOTICE- This Fictitious Name Statement expires five years from the date it was filed in the office of the County Clerk. A new Fictitious Business Name Statement must be filed prior to that date. The filing of this statement does not of itself authorize the use in this state of a Fictitious Business Name in violation of the rights of another under Federal, State, or common law (See section 14411 et seq. Business and Professions Code)Publish: Mountain Views News (532, 451, 694, 541)
notice-heading: FICTITIOUS BUSINESS NAME STATEMENT (6, 410, 149, 419)
legal-notice (357, 395, 519, 549)
notice-body: The following person(s) is (are) doing business as: R & J GLASS CLEANING, 23729 DYEWOOD LANE, HARBOR CITY, CA 90710. Full name of registrant(s) is (are) ROGELIO GONZALEZ. This Business is conducted by: AN INDIVIDUAL. Signed: ROGELIO GONZALEZ. (883, 1053, 1046, 1103)
notice-file-number: File No. 11-082700 (6, 81, 62, 90)
legal-notice (182, 242, 344, 404)
notice-publish-dates: Dates Pub: Aug 27, Sept 03, 10, 2011 (181, 1046, 289, 1055)
notice-heading: FICTITIOUS BUSINESS NAME STATEMENT (6, 1255, 149, 1264)
notice-heading: FICTITIOUS BUSINESS NAME STATEMENT (532, 555, 676, 564)
notice-boilerplate: This statement was filed with the County Clerk of Los Angeles County. NOTICE- This Fictitious Name Statement expires five years from the date it was filed in the office of the County Clerk. A new Fictitious Business Name Statement must be filed prior to that date. The filing of this statement does not of itself authorize the use in this state of a Fictitious Business Name in violation of the rights of another under Federal, State, or common law (See section 14411 et seq. Business and Professions Code)Publish: Mountain Views News (6, 467, 168, 557)
page-number: 15 (1006, 3, 1044, 45)
notice-body: The following person(s) is (are) doing business as: FRANCISCO CARIAS TRUCKING, 4845 W. 99th ST., INGLEWOOD, CA 90301. Full name of registrant(s) is (are) FRANCISCO CARIAS. This Business is conducted by: A GENERAL PARTNERSHIP. Signed: FRANCISCO CARIAS. (883, 893, 1046, 942)
legal-notice (533, 395, 695, 549)
notice-publish-dates: Dates Pub: July 30, Aug 06, 13, 20, 2011 (883, 1183, 1000, 1192)
notice-boilerplate: This statement was filed with the County Clerk of Los Angeles County. NOTICE- This Fictitious Name Statement expires five years from the date it was filed in the office of the County Clerk. A new Fictitious Business Name Statement must be filed prior to that date. The filing of this statement does not of itself authorize the use in this state of a Fictitious Business Name in violation of the rights of another under Federal, State, or common law (See section 14411 et seq. Business and Professions Code)Publish: Mountain Views News (708, 595, 870, 685)
notice-heading: FICTITIOUS BUSINESS NAME STATEMENT (6, 1415, 149, 1424)
notice-file-number: File No. 11-067345 (883, 402, 939, 411)
notice-body: The following person(s) is (are) doing business as: JOSE MARTIN, PCTS SPECIAL ICEES, FOST UNIT, COMPTON, CA 90221. Full name of registrant(s) is (are) SANCHEZ, JOSE MARTIN. This Business is conducted by: A GENERAL PARTNERSHIP. Signed: SANCHEZ, JOSE MARTIN. (883, 89, 1046, 138)
notice-file-number: File No. 11-075261 (357, 402, 413, 411)
notice-publish-dates: Dates Pub: July 30, Aug 06, 13, 20, 2011 (708, 1167, 825, 1176)
notice-boilerplate: This statement was filed with the County Clerk of Los Angeles County. NOTICE- This Fictitious Name Statement expires five years from the date it was filed in the office of the County Clerk. A new Fictitious Business Name Statement must be filed prior to that date. The filing of this statement does not of itself authorize the use in this state of a Fictitious Business Name in violation of the rights of another under Federal, State, or common law (See section 14411 et seq. Business and Professions Code)Publish: Mountain Views News (532, 129, 694, 219)
notice-boilerplate: This statement was filed with the County Clerk of Los Angeles County. NOTICE- This Fictitious Name Statement expires five years from the date it was filed in the office of the County Clerk. A new Fictitious Business Name Statement must be filed prior to that date. The filing of this statement does not of itself authorize the use in this state of a Fictitious Business Name in violation of the rights of another under Federal, State, or common law (See section 14411 et seq. Business and Professions Code)Publish: Mountain Views News (532, 1560, 694, 1658)
paper-date-line: Mountain Views News Saturday, August 20, 2011 (779, 44, 1044, 56)
legal-notice (357, 877, 519, 1023)
legal-notice (708, 547, 870, 693)
notice-file-number: File No. 11-059022 (532, 1367, 588, 1376)
legal-notice-columns (0, 66, 1056, 1954)
legal-notice (182, 588, 344, 742)
notice-boilerplate: This statement was filed with the County Clerk of Los Angeles County. NOTICE- This Fictitious Name Statement expires five years from the date it was filed in the office of the County Clerk. A new Fictitious Business Name Statement must be filed prior to that date. The filing of this statement does not of itself authorize the use in this state of a Fictitious Business Name in violation of the rights of another under Federal, State, or common law (See section 14411 et seq. Business and Professions Code)Publish: Mountain Views News (532, 1407, 694, 1497)
notice-body: The following person(s) is (are) doing business as: NICARAGUAN TRANSPORTATION, 5811 LOVELAND ST. #1, BELL GARDENS, CA 90201. Full name of registrant(s) is (are) ERVIN ALBERTO JIMENEZ GONZALEZ. This Business is conducted by: AN INDIVIDUAL. (532, 1214, 694, 1264)
notice-body: The following person(s) is (are) doing business as: VASQUEZ TRUCKING, 2212 RIVERVIEW ST., L.A., CA 90026. Full name of registrant(s) is (are) JOSE FRANCISCO VASQUEZ. This Business is conducted by: AN INDIVIDUAL. Signed: JOSE FRANCISCO VASQUEZ. (532, 732, 694, 781)
notice-column (357, 73, 524, 1954)
notice-boilerplate: This statement was filed with the County Clerk of Los Angeles County. NOTICE- This Fictitious Name Statement expires five years from the date it was filed in the office of the County Clerk. A new Fictitious Business Name Statement must be filed prior to that date. The filing of this statement does not of itself authorize the use in this state of a Fictitious Business Name in violation of the rights of another under Federal, State, or common law (See section 14411 et seq. Business and Professions Code)Publish: Mountain Views News (6, 298, 168, 396)
notice-file-number: File No. 11-081392 (6, 579, 62, 588)
notice-body: The following person(s) is (are) doing business as: MRH SOLUTIONS, MRH MERCHANT SERVICES, 525 PASADENA CA 91101. This Business is conducted by: A CORPORATION. Signed: ANDREW C. LIN. (357, 893, 519, 926)
legal-notice (357, 73, 519, 227)
notice-boilerplate: This statement was filed with the County Clerk of Los Angeles County. NOTICE- This Fictitious Name Statement expires five years from the date it was filed in the office of the County Clerk. A new Fictitious Business Name Statement must be filed prior to that date. The filing of this statement does not of itself authorize the use in this state of a Fictitious Business Name in violation of the rights of another under Federal, State, or common law (See section 14411 et seq. Business and Professions Code)Publish: Mountain Views News (883, 772, 1046, 862)
notice-heading: FICTITIOUS BUSINESS NAME STATEMENT (357, 394, 500, 403)
notice-file-number: File No. 11-067346 (883, 563, 939, 572)
notice-publish-dates: Dates Pub: Aug 06, 13, 20, 27, 2011 (357, 1014, 460, 1023)
notice-publish-dates: Dates Pub: July 30, Aug 06, 13, 20, 2011 (532, 701, 649, 710)
notice-heading: FICTITIOUS BUSINESS NAME STATEMENT (6, 917, 149, 926)
legal-notice (708, 1351, 870, 1505)
legal-notice (708, 386, 870, 540)
notice-boilerplate: This statement was filed with the County Clerk of Los Angeles County. NOTICE- This Fictitious Name Statement expires five years from the date it was filed in the office of the County Clerk. A new Fictitious Business Name Statement must be filed prior to that date. The filing of this statement does not of itself authorize the use in this state of a Fictitious Business Name in violation of the rights of another under Federal, State, or common law (See section 14411 et seq. Business and Professions Code)Publish: Mountain Views News (883, 933, 1046, 1023)
notice-file-number: File No. 11-059017 (532, 563, 588, 572)
notice-publish-dates: Dates Pub: Aug 27, Sept 03, 10, 2011 (6, 395, 113, 404)
legal-notice (708, 1022, 870, 1176)
legal-notice (708, 861, 870, 1015)
notice-publish-dates: Dates Pub: Aug 27, Sept 03, 10, 2011 (6, 556, 113, 565)
legal-notice (884, 716, 1047, 870)
notice-heading: FICTITIOUS BUSINESS NAME STATEMENT (883, 876, 1027, 885)
notice-heading: FICTITIOUS BUSINESS NAME STATEMENT (357, 1351, 500, 1360)
notice-body: The following person(s) is (are) doing business as: RONALDO ESPINALES TRANSPORTATION, 8292 CALIFORNIA AVE., SOUTH GATE, CA 90280. Full name of registrant(s) is (are) ESPINALES, RONALDO F. This Business is conducted by: AN INDIVIDUAL. Signed: RONALDO F. ESPINALES. (883, 1375, 1046, 1424)
notice-heading: FICTITIOUS BUSINESS NAME STATEMENT (181, 1061, 325, 1070)
notice-file-number: File No. 11-067313 (883, 1367, 939, 1376)
legal-notice (533, 1359, 695, 1505)
notice-body: The following person(s) is (are) doing business as: LUSITORELO TRUCKING, 5516 CLARA ST. #10, BELL GARDENS, CA 90201. Full name of registrant(s) is (are) LUIS ALONSO HURTADO. This Business is conducted by: AN INDIVIDUAL. Signed: LUIS ALONSO HURTADO. (357, 1206, 519, 1256)
notice-heading: FICTITIOUS BUSINESS NAME STATEMENT (6, 73, 149, 81)
notice-boilerplate: This statement was filed with the County Clerk of Los Angeles County. NOTICE- This Fictitious Name Statement expires five years from the date it was filed in the office of the County Clerk. A new Fictitious Business Name Statement must be filed prior to that date. The filing of this statement does not of itself authorize the use in this state of a Fictitious Business Name in violation of the rights of another under Federal, State, or common law (See section 14411 et seq. Business and Professions Code)Publish: Mountain Views News (532, 290, 694, 380)
